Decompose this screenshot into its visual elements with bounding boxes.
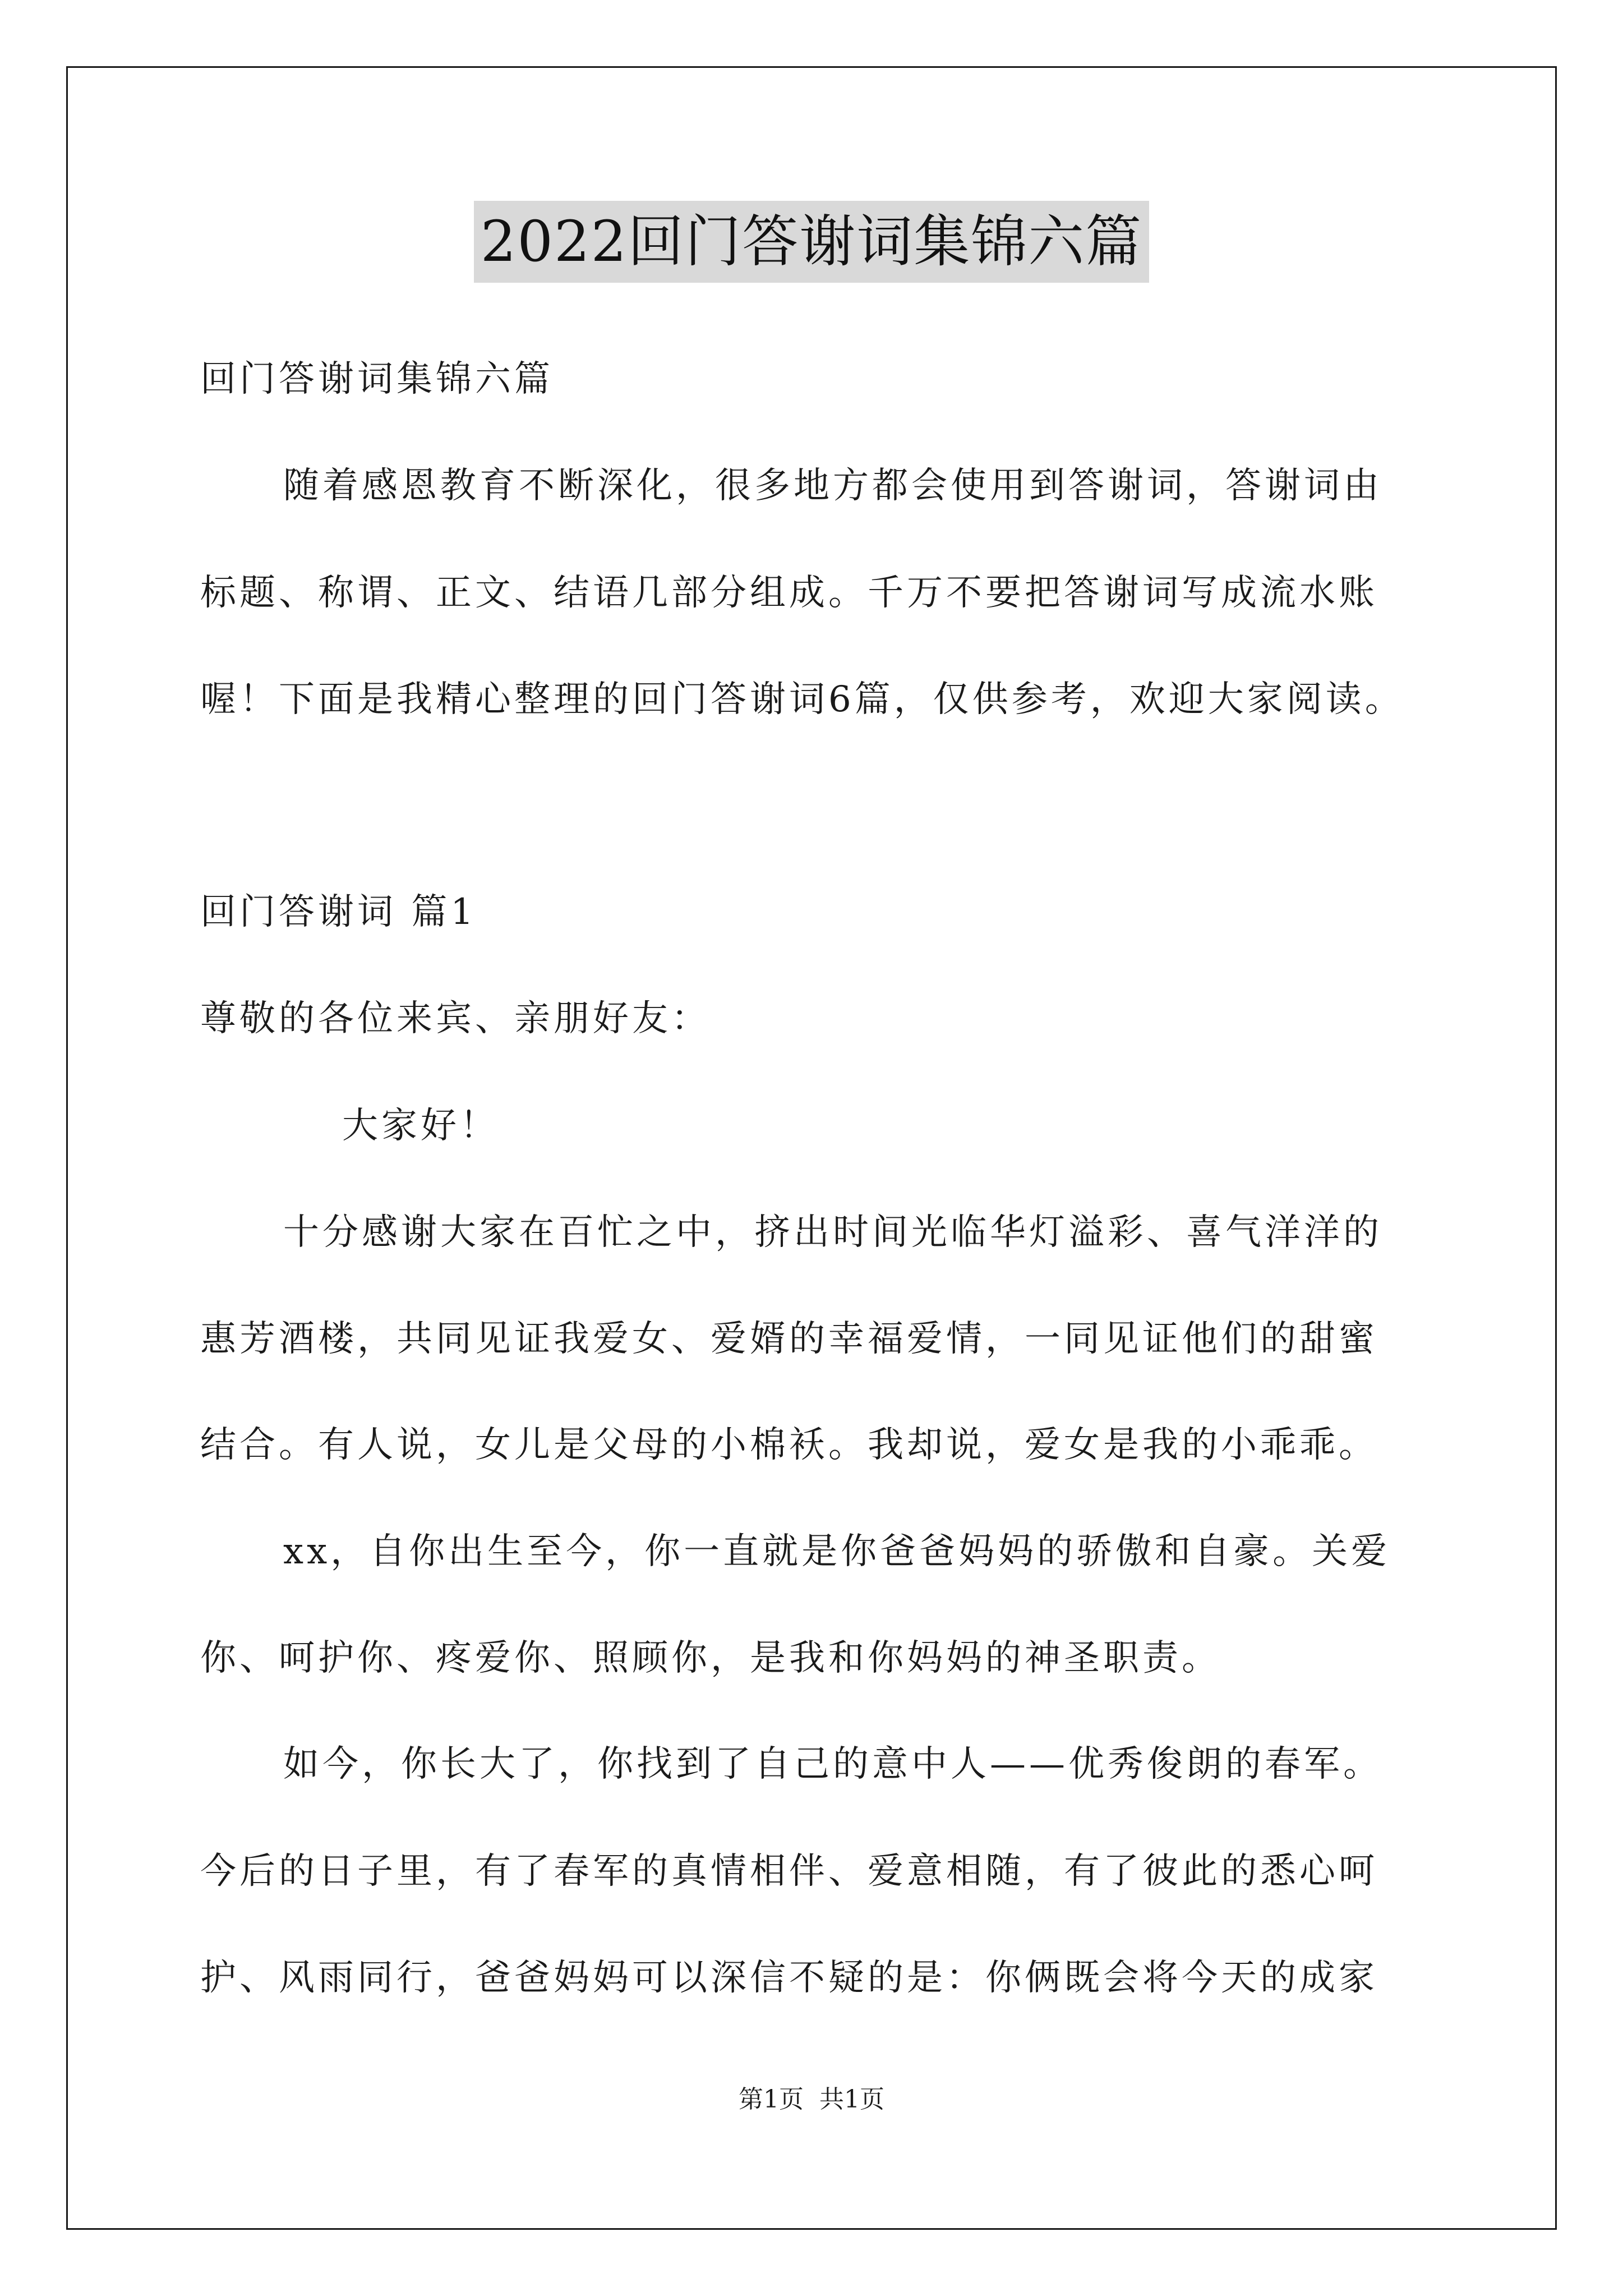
paragraph-line-8: 护、风雨同行，爸爸妈妈可以深信不疑的是：你俩既会将今天的成家 — [200, 1957, 1378, 1999]
subtitle-line: 回门答谢词集锦六篇 — [200, 358, 554, 400]
paragraph-line-2: 惠芳酒楼，共同见证我爱女、爱婿的幸福爱情，一同见证他们的甜蜜 — [200, 1318, 1378, 1360]
section-heading: 回门答谢词 篇1 — [200, 891, 477, 933]
intro-line-1: 随着感恩教育不断深化，很多地方都会使用到答谢词，答谢词由 — [283, 465, 1382, 507]
document-title: 2022回门答谢词集锦六篇 — [474, 201, 1150, 283]
paragraph-line-6: 如今，你长大了，你找到了自己的意中人——优秀俊朗的春军。 — [283, 1743, 1382, 1785]
paragraph-line-4: xx，自你出生至今，你一直就是你爸爸妈妈的骄傲和自豪。关爱 — [283, 1531, 1391, 1572]
intro-line-3: 喔！下面是我精心整理的回门答谢词6篇，仅供参考，欢迎大家阅读。 — [200, 679, 1404, 720]
paragraph-line-7: 今后的日子里，有了春军的真情相伴、爱意相随，有了彼此的悉心呵 — [200, 1851, 1378, 1892]
paragraph-line-3: 结合。有人说，女儿是父母的小棉袄。我却说，爱女是我的小乖乖。 — [200, 1424, 1378, 1466]
page-footer: 第1页 共1页 — [739, 2085, 884, 2114]
title-container — [0, 201, 1623, 283]
paragraph-line-1: 十分感谢大家在百忙之中，挤出时间光临华灯溢彩、喜气洋洋的 — [283, 1212, 1382, 1253]
salutation: 尊敬的各位来宾、亲朋好友： — [200, 998, 711, 1039]
paragraph-line-5: 你、呵护你、疼爱你、照顾你，是我和你妈妈的神圣职责。 — [200, 1637, 1221, 1679]
intro-line-2: 标题、称谓、正文、结语几部分组成。千万不要把答谢词写成流水账 — [200, 572, 1378, 614]
greeting: 大家好！ — [342, 1105, 499, 1147]
